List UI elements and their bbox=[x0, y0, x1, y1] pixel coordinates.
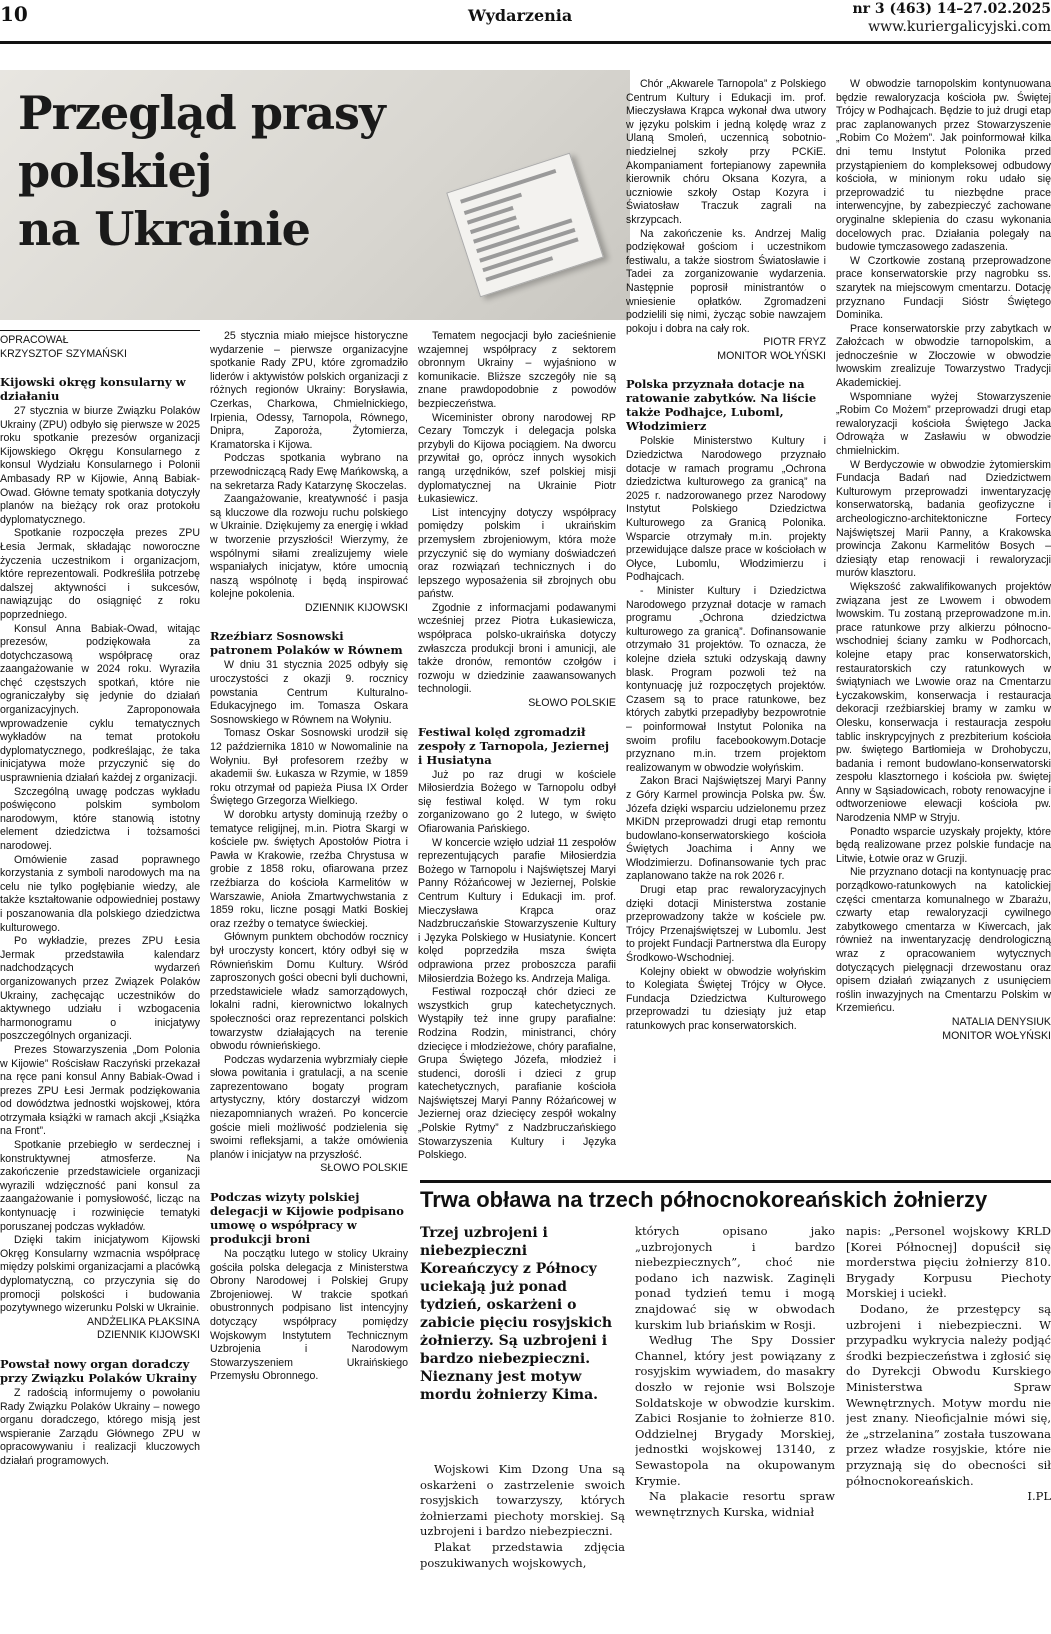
hero-title-line: Przegląd prasy bbox=[18, 86, 385, 140]
paragraph: Plakat przedstawia zdjęcia poszukiwanych wojskowych, bbox=[420, 1539, 625, 1570]
signature: I.PL bbox=[1027, 1489, 1051, 1504]
issue-info bbox=[852, 0, 1051, 36]
paragraph: W Czortkowie zostaną przeprowadzone prace konserwatorskie przy nagrobku ss. szarytek na miejscowym cmentarzu. Dotację przyznano Fundacji Sióstr Świętego Dominika. bbox=[836, 254, 1051, 322]
paragraph: W Berdyczowie w obwodzie żytomierskim Fundacja Badań nad Dziedzictwem Kulturowym przeprowadzi inwentaryzację konserwatorską, badania geofizyczne i archeologiczno-architektoniczne Fortecy Najświętszej Marii Panny, a Krakowska prowincja Zakonu Karmelitów Bosych – dziesiąty etap renowacji i rewaloryzacji murów klasztoru. bbox=[836, 458, 1051, 580]
paragraph: Zakon Braci Najświętszej Maryi Panny z Góry Karmel prowincja Polska pw. Św. Józefa dzięki wsparciu udzielonemu przez MKiDN przeprowadzi drugi etap remontu budowlano-konserwatorskiego kościoła Świętych Joachima i Anny we Włodzimierzu. Dofinansowanie tych prac zaplanowano także na rok 2026 r. bbox=[626, 775, 826, 883]
paragraph: Z radością informujemy o powołaniu Rady Związku Polaków Ukrainy – nowego organu doradczego, którego misją jest wspieranie Zarządu Głównego ZPU w opracowywaniu i realizacji kluczowych działań programowych. bbox=[0, 1386, 200, 1467]
website: www.kuriergalicyjski.com bbox=[868, 19, 1051, 35]
signature: DZIENNIK KIJOWSKI bbox=[304, 601, 408, 614]
paragraph: Szczególną uwagę podczas wykładu poświęcono polskim symbolom narodowym, które stanowią istotny element dziedzictwa i tożsamości narodowej. bbox=[0, 785, 200, 852]
paragraph: Spotkanie przebiegło w serdecznej i konstruktywnej atmosferze. Na zakończenie przedstawiciele organizacji wyrazili wdzięczność pani konsul za zaangażowanie i pomysłowość, licząc na kontynuację i rozwinięcie tematyki poruszanej podczas wykładów. bbox=[0, 1139, 200, 1233]
page-header bbox=[0, 0, 1051, 44]
article-heading: Podczas wizyty polskiej delegacji w Kijowie podpisano umowę o współpracy w produkcji broni bbox=[210, 1190, 404, 1247]
paragraph: Omówienie zasad poprawnego korzystania z symboli narodowych ma na celu nie tylko pogłębianie wiedzy, ale także kształtowanie odpowiedniej postawy i poszanowania dla polskiego dziedzictwa kulturowego. bbox=[0, 853, 200, 934]
paragraph: W obwodzie tarnopolskim kontynuowana będzie rewaloryzacja kościoła pw. Świętej Trójcy w Podhajcach. Będzie to już drugi etap prac zaplanowanych przez Stowarzyszenie „Robim Co Możem”. Jak poinformował kilka dni temu Instytut Polonika przed przystąpieniem do kompleksowej odbudowy kościoła, w minionym roku udało się przeprowadzić tu niezbędne prace interwencyjne, by zabezpieczyć zachowane oryginalne sklepienia do czasu wykonania docelowych prac. Działania polegały na budowie tymczasowego zadaszenia. bbox=[836, 78, 1051, 254]
paragraph: Większość zakwalifikowanych projektów związana jest ze Lwowem i obwodem lwowskim. Tu zostaną przeprowadzone m.in. prace ratunkowe przy alkierzu północno-wschodniej ściany zamku w Podhorcach, kolejne etapy prac konserwatorskich, restauratorskich czy ratunkowych w świątyniach we Lwowie oraz na Cmentarzu Łyczakowskim, konserwacja i restauracja dekoracji rzeźbiarskiej bramy w zamku w Olesku, konserwacja i restauracja zespołu tablic inskrypcyjnych z prezbiterium kościoła pw. świętego Bartłomieja w Drohobyczu, badania i remont budowlano-konserwatorski zespołu klasztornego i kościoła pw. świętej Anny w Sąsiadowicach, roboty renowacyjne i odtworzeniowe elewacji kościoła pw. Narodzenia NMP w Stryju. bbox=[836, 580, 1051, 825]
paragraph: Ponadto wsparcie uzyskały projekty, które będą realizowane przez polskie fundacje na Litwie, Łotwie oraz w Gruzji. bbox=[836, 825, 1051, 865]
paragraph: Polskie Ministerstwo Kultury i Dziedzictwa Narodowego przyznało dotacje w ramach programu „Ochrona dziedzictwa kulturowego za granicą” na 2025 r. nadzorowanego przez Narodowy Instytut Polskiego Dziedzictwa Kulturowego za Granicą Polonika. Wsparcie otrzymały m.in. projekty przewidujące dalsze prace w kościołach w Ołyce, Lubomlu, Włodzimierzu i Podhajcach. bbox=[626, 435, 826, 584]
signature: SŁOWO POLSKIE bbox=[320, 1162, 408, 1175]
paragraph: Prace konserwatorskie przy zabytkach w Załoźcach w obwodzie tarnopolskim, a jednocześnie w Złoczowie w obwodzie lwowskim zrealizuje Towarzystwo Tradycji Akademickiej. bbox=[836, 322, 1051, 390]
box-column-3 bbox=[846, 1224, 1051, 1505]
paragraph: napis: „Personel wojskowy KRLD [Korei Północnej] dopuścił się morderstwa pięciu żołnierzy 810. Brygady Korpusu Piechoty Morskiej i uciekł. bbox=[846, 1224, 1051, 1301]
paragraph: których opisano jako „uzbrojonych i bardzo niebezpiecznych”, choć nie podano ich nazwisk. Zaginęli ponad tydzień temu i mogą znajdować się w obwodach kurskim lub briańskim w Rosji. bbox=[635, 1224, 835, 1332]
article-heading: Powstał nowy organ doradczy przy Związku Polaków Ukrainy bbox=[0, 1356, 197, 1385]
paragraph: Prezes Stowarzyszenia „Dom Polonia w Kijowie” Rościsław Raczyński przekazał na ręce pani konsul Anny Babiak-Owad i prezes ZPU Łesi Jermak podziękowania od dowództwa jednostki wojskowej, która otrzymała książki w ramach akcji „Książka na Front”. bbox=[0, 1043, 200, 1138]
hero-title bbox=[18, 84, 385, 258]
column-3 bbox=[418, 330, 616, 1170]
article-heading: Festiwal kolęd zgromadził zespoły z Tarnopola, Jeziernej i Husiatyna bbox=[418, 724, 610, 767]
paragraph: Po wykładzie, prezes ZPU Łesia Jermak przedstawiła kalendarz nadchodzących wydarzeń organizowanych przez Związek Polaków Ukrainy, zachęcając uczestników do aktywnego udziału i wzbogacenia harmonogramu o inicjatywy poszczególnych organizacji. bbox=[0, 935, 200, 1043]
paragraph: Festiwal rozpoczął chór dzieci ze wszystkich grup katechetycznych. Wystąpiły też inne grupy parafialne: Rodzina Rodzin, ministranci, chóry dziecięce i młodzieżowe, chóry parafialne, Grupa Świętego Józefa, młodzież i studenci, dorośli i dzieci z grup katechetycznych, parafianie kościoła Najświętszej Maryi Panny Różańcowej w Jeziernej oraz dziecięcy zespół wokalny „Polskie Rytmy” z Nadzbruczańskiego Stowarzyszenia Kultury i Języka Polskiego. bbox=[418, 986, 616, 1162]
paragraph: W koncercie wzięło udział 11 zespołów reprezentujących parafie Miłosierdzia Bożego w Tarnopolu i Najświętszej Maryi Panny Różańcowej w Jeziernej, Polskie Centrum Kultury i Edukacji im. prof. Mieczysława Krąpca oraz Nadzbruczańskie Stowarzyszenie Kultury i Języka Polskiego w Husiatynie. Koncert kolęd poprzedziła msza święta odprawiona przez proboszcza parafii Miłosierdzia Bożego ks. Andrzeja Maliga. bbox=[418, 836, 616, 985]
paragraph: W dorobku artysty dominują rzeźby o tematyce religijnej, m.in. Piotra Skargi w kościele pw. świętych Apostołów Piotra i Pawła w Krakowie, rzeźba Chrystusa w grobie z 1858 roku, ofiarowana przez rzeźbiarza do kościoła Karmelitów w Warszawie, Anioła Zmartwychwstania z 1859 roku, liczne posągi Matki Boskiej oraz rzeźby o tematyce świeckiej. bbox=[210, 809, 408, 930]
byline bbox=[0, 330, 200, 361]
paragraph: W dniu 31 stycznia 2025 odbyły się uroczystości z okazji 9. rocznicy powstania Centrum Kulturalno-Edukacyjnego im. Tomasza Oskara Sosnowskiego w Równem na Wołyniu. bbox=[210, 659, 408, 726]
paragraph: - Minister Kultury i Dziedzictwa Narodowego przyznał dotacje w ramach programu „Ochrona dziedzictwa kulturowego za granicą”. Dofinansowanie otrzymało 31 projektów. To oznacza, że kolejne dzieła sztuki odzyskają dawny blask. Program pozwoli też na kontynuację już rozpoczętych projektów. Czasem są to prace ratunkowe, bez których zabytki przepadłyby bezpowrotnie – poinformował Instytut Polonika na swoim profilu facebookowym.Dotacje przyznano m.in. trzem projektom realizowanym w obwodzie wołyńskim. bbox=[626, 585, 826, 774]
paragraph: Już po raz drugi w kościele Miłosierdzia Bożego w Tarnopolu odbył się festiwal kolęd. W tym roku zorganizowano go 2 lutego, w święto Ofiarowania Pańskiego. bbox=[418, 768, 616, 835]
column-2 bbox=[210, 330, 408, 1634]
paragraph: Nie przyznano dotacji na kontynuację prac porządkowo-ratunkowych na katolickiej części cmentarza komunalnego w Zbarażu, czwarty etap rewaloryzacji cywilnego zabytkowego cmentarza w Kiwercach, jak również na inwentaryzację dendrologiczną wraz z opracowaniem wytycznych dotyczących pielęgnacji drzewostanu oraz opisem działań związanych z usunięciem roślin inwazyjnych na Cmentarzu Polskim w Krzemieńcu. bbox=[836, 866, 1051, 1015]
paragraph: Chór „Akwarele Tarnopola” z Polskiego Centrum Kultury i Edukacji im. prof. Mieczysława Krąpca wykonał dwa utwory w języku polskim i jedną kolędę wraz z Ulaną Smoleń, uczennicą sobotnio-niedzielnej szkoły przy PCKiE. Akompaniament fortepianowy zapewniła kierownik chóru Oksana Kozyra, a uczniowie szkoły Ostap Kozyra i Światosław Traczuk zagrali na skrzypcach. bbox=[626, 78, 826, 226]
signature: ANDŻELIKA PŁAKSINA bbox=[86, 1315, 200, 1328]
article-heading: Kijowski okręg konsularny w działaniu bbox=[0, 375, 186, 403]
paragraph: List intencyjny dotyczy współpracy pomiędzy polskim i ukraińskim przemysłem zbrojeniowym, która może przyczynić się do wymiany doświadczeń oraz rozwiązań technicznych i do lepszego wyposażenia sił zbrojnych obu państw. bbox=[418, 506, 616, 601]
byline-author: KRZYSZTOF SZYMAŃSKI bbox=[0, 348, 127, 360]
paragraph: Podczas spotkania wybrano na przewodniczącą Rady Ewę Mańkowską, a na sekretarza Rady Katarzynę Skoczelas. bbox=[210, 452, 408, 492]
paragraph: Według The Spy Dossier Channel, który jest powiązany z rosyjskim wywiadem, do masakry doszło w rejonie wsi Bolszoje Soldatskoje w obwodzie kurskim. Zabici Rosjanie to żołnierze 810. Oddzielnej Brygady Morskiej, jednostki wojskowej 13140, z Sewastopola na okupowanym Krymie. bbox=[635, 1333, 835, 1488]
paragraph: Wojskowi Kim Dzong Una są oskarżeni o zastrzelenie swoich rosyjskich towarzyszy, których żołnierzami piechoty morskiej. Są uzbrojeni i bardzo niebezpieczni. bbox=[420, 1462, 625, 1539]
paragraph: Konsul Anna Babiak-Owad, witając prezesów, podziękowała za dotychczasową współpracę oraz zaangażowanie w 2024 roku. Wyraziła chęć częstszych spotkań, które nie ograniczałyby się jedynie do działań organizacyjnych. Zaproponowała wprowadzenie cyklu tematycznych wykładów na temat protokołu dyplomatycznego, podkreślając, że taka inicjatywa może przyczynić się do usprawnienia działań każdej z organizacji. bbox=[0, 622, 200, 785]
paragraph: Głównym punktem obchodów rocznicy był uroczysty koncert, który odbył się w Równieńskim Domu Kultury. Wśród zaproszonych gości obecni byli duchowni, przedstawiciele władz samorządowych, lokalni radni, kierownictwo lokalnych społeczności oraz reprezentanci polskich towarzystw działających na terenie obwodu równieńskiego. bbox=[210, 931, 408, 1053]
column-5 bbox=[836, 78, 1051, 1168]
paragraph: Podczas wydarzenia wybrzmiały ciepłe słowa powitania i gratulacji, a na scenie zaprezentowano bogaty program artystyczny, który dostarczył widzom niezapomnianych wrażeń. Po koncercie goście mieli możliwość podzielenia się swoimi refleksjami, a także omówienia planów i inicjatyw na przyszłość. bbox=[210, 1053, 408, 1161]
box-column-2 bbox=[635, 1224, 835, 1520]
paragraph: 25 stycznia miało miejsce historyczne wydarzenie – pierwsze organizacyjne spotkanie Rady ZPU, które zgromadziło liderów i aktywistów polskich organizacji z różnych regionów Ukrainy: Borysławia, Czerkas, Charkowa, Chmielnickiego, Irpienia, Odessy, Tarnopola, Równego, Dnipra, Zaporoża, Żytomierza, Kramatorska i Kijowa. bbox=[210, 330, 408, 451]
paragraph: Na początku lutego w stolicy Ukrainy gościła polska delegacja z Ministerstwa Obrony Narodowej i Polskiej Grupy Zbrojeniowej. W trakcie spotkań obustronnych podpisano list intencyjny dotyczący współpracy pomiędzy Wojskowym Instytutem Technicznym Uzbrojenia i Narodowym Stowarzyszeniem Ukraińskiego Przemysłu Obronnego. bbox=[210, 1248, 408, 1383]
box-article-lead: Trzej uzbrojeni i niebezpieczni Koreańczycy z Północy uciekają już ponad tydzień, oskarżeni o zabicie pięciu rosyjskich żołnierzy. Są uzbrojeni i bardzo niebezpieczni. Nieznany jest motyw mordu żołnierzy Kima. bbox=[420, 1225, 613, 1403]
paragraph: Spotkanie rozpoczęła prezes ZPU Łesia Jermak, składając noworoczne życzenia uczestnikom i organizacjom, które reprezentowali. Podkreśliła potrzebę dalszej aktywności i sukcesów, nawiązując do osiągnięć z roku poprzedniego. bbox=[0, 527, 200, 621]
column-4 bbox=[626, 78, 826, 1168]
article-heading: Rzeźbiarz Sosnowski patronem Polaków w Równem bbox=[210, 629, 403, 658]
issue-number: nr 3 (463) 14–27.02.2025 bbox=[852, 1, 1051, 17]
column-1 bbox=[0, 330, 200, 1634]
newspaper-icon bbox=[446, 153, 604, 298]
article-heading: Polska przyznała dotacje na ratowanie zabytków. Na liście także Podhajce, Luboml, Włodzimierz bbox=[626, 377, 817, 434]
paragraph: 27 stycznia w biurze Związku Polaków Ukrainy (ZPU) odbyło się pierwsze w 2025 roku spotkanie prezesów organizacji Kijowskiego Okręgu Konsularnego z konsul Wydziału Konsularnego i Polonii Ambasady RP w Kijowie, Anną Babiak-Owad. Główne tematy spotkania dotyczyły planów na bieżący rok oraz protokołu dyplomatycznego. bbox=[0, 405, 200, 526]
paragraph: Zgodnie z informacjami podawanymi wcześniej przez Piotra Łukasiewicza, współpraca polsko-ukraińska dotyczy zwłaszcza produkcji broni i amunicji, ale także dronów, remontów czołgów i rozwoju w dziedzinie zaawansowanych technologii. bbox=[418, 601, 616, 696]
byline-role: OPRACOWAŁ bbox=[0, 334, 69, 346]
paragraph: Dodano, że przestępcy są uzbrojeni i niebezpieczni. W przypadku wykrycia należy podjąć środki bezpieczeństwa i zgłosić się do Dyrekcji Obwodu Kurskiego Ministerstwa Spraw Wewnętrznych. Motyw mordu nie jest znany. Nieoficjalnie mówi się, że „strzelanina” została tuszowana przez władze rosyjskie, które nie przyznają się do obecności sił północnokoreańskich. bbox=[846, 1301, 1051, 1488]
hero-title-line: polskiej bbox=[18, 144, 212, 198]
signature: MONITOR WOŁYŃSKI bbox=[717, 349, 826, 362]
paragraph: Wiceminister obrony narodowej RP Cezary Tomczyk i delegacja polska przybyli do Kijowa pociągiem. Na dworcu przywitał go, oprócz innych wysokich rangą urzędników, szef polskiej misji dyplomatycznej na Ukrainie Piotr Łukasiewicz. bbox=[418, 411, 616, 506]
box-column-1 bbox=[420, 1462, 625, 1571]
paragraph: Wspomniane wyżej Stowarzyszenie „Robim Co Możem” przeprowadzi drugi etap rewaloryzacji kościoła Świętego Jacka Odrowąża w Zasławiu w obwodzie chmielnickim. bbox=[836, 390, 1051, 458]
paragraph: Zaangażowanie, kreatywność i pasja są kluczowe dla rozwoju ruchu polskiego w Ukrainie. Dziękujemy za energię i wkład w tworzenie przyszłości! Wierzymy, że wspólnymi siłami zrealizujemy wiele wspaniałych inicjatyw, które umocnią naszą wspólnotę i będą inspirować kolejne pokolenia. bbox=[210, 493, 408, 601]
paragraph: Na zakończenie ks. Andrzej Malig podziękował gościom i uczestnikom festiwalu, a także siostrom Światosławie i Tadei za zorganizowanie wydarzenia. Następnie poprosił ministrantów o wniesienie opłatków. Zgromadzeni podzielili się nimi, życząc sobie nawzajem pokoju i dobra na cały rok. bbox=[626, 227, 826, 335]
signature: NATALIA DENYSIUK bbox=[951, 1015, 1051, 1028]
paragraph: Kolejny obiekt w obwodzie wołyńskim to Kolegiata Świętej Trójcy w Ołyce. Fundacja Dziedzictwa Kulturowego przeprowadzi tu dziesiąty już etap ratunkowych prac konserwatorskich. bbox=[626, 965, 826, 1032]
box-article-title: Trwa obława na trzech północnokoreańskich żołnierzy bbox=[420, 1180, 1051, 1213]
paragraph: Na plakacie resortu spraw wewnętrznych Kurska, widniał bbox=[635, 1489, 835, 1519]
section-title: Wydarzenia bbox=[468, 6, 573, 25]
paragraph: Dzięki takim inicjatywom Kijowski Okręg Konsularny wzmacnia współpracę między polskimi organizacjami a placówką dyplomatyczną, co przyczynia się do promocji polskości i budowania pozytywnego wizerunku Polski w Ukrainie. bbox=[0, 1234, 200, 1315]
page-number: 10 bbox=[0, 2, 28, 26]
hero-banner bbox=[0, 70, 630, 320]
signature: MONITOR WOŁYŃSKI bbox=[942, 1029, 1051, 1042]
paragraph: Tematem negocjacji było zacieśnienie wzajemnej współpracy z sektorem obronnym Ukrainy – wyjaśniono w komunikacie. Bliższe szczegóły nie są znane prawdopodobnie z powodów bezpieczeństwa. bbox=[418, 330, 616, 410]
signature: PIOTR FRYZ bbox=[763, 336, 826, 349]
paragraph: Tomasz Oskar Sosnowski urodził się 12 października 1810 w Nowomalinie na Wołyniu. Był profesorem rzeźby w akademii św. Łukasza w Rzymie, w 1859 roku otrzymał od papieża Piusa IX Order Świętego Grzegorza Wielkiego. bbox=[210, 727, 408, 808]
paragraph: Drugi etap prac rewaloryzacyjnych dzięki dotacji Ministerstwa zostanie przeprowadzony także w kościele pw. Trójcy Przenajświętszej w Lubomlu. Jest to projekt Fundacji Partnerstwa dla Europy Środkowo-Wschodniej. bbox=[626, 884, 826, 965]
hero-title-line: na Ukrainie bbox=[18, 202, 310, 256]
signature: SŁOWO POLSKIE bbox=[528, 697, 616, 710]
signature: DZIENNIK KIJOWSKI bbox=[96, 1329, 200, 1342]
